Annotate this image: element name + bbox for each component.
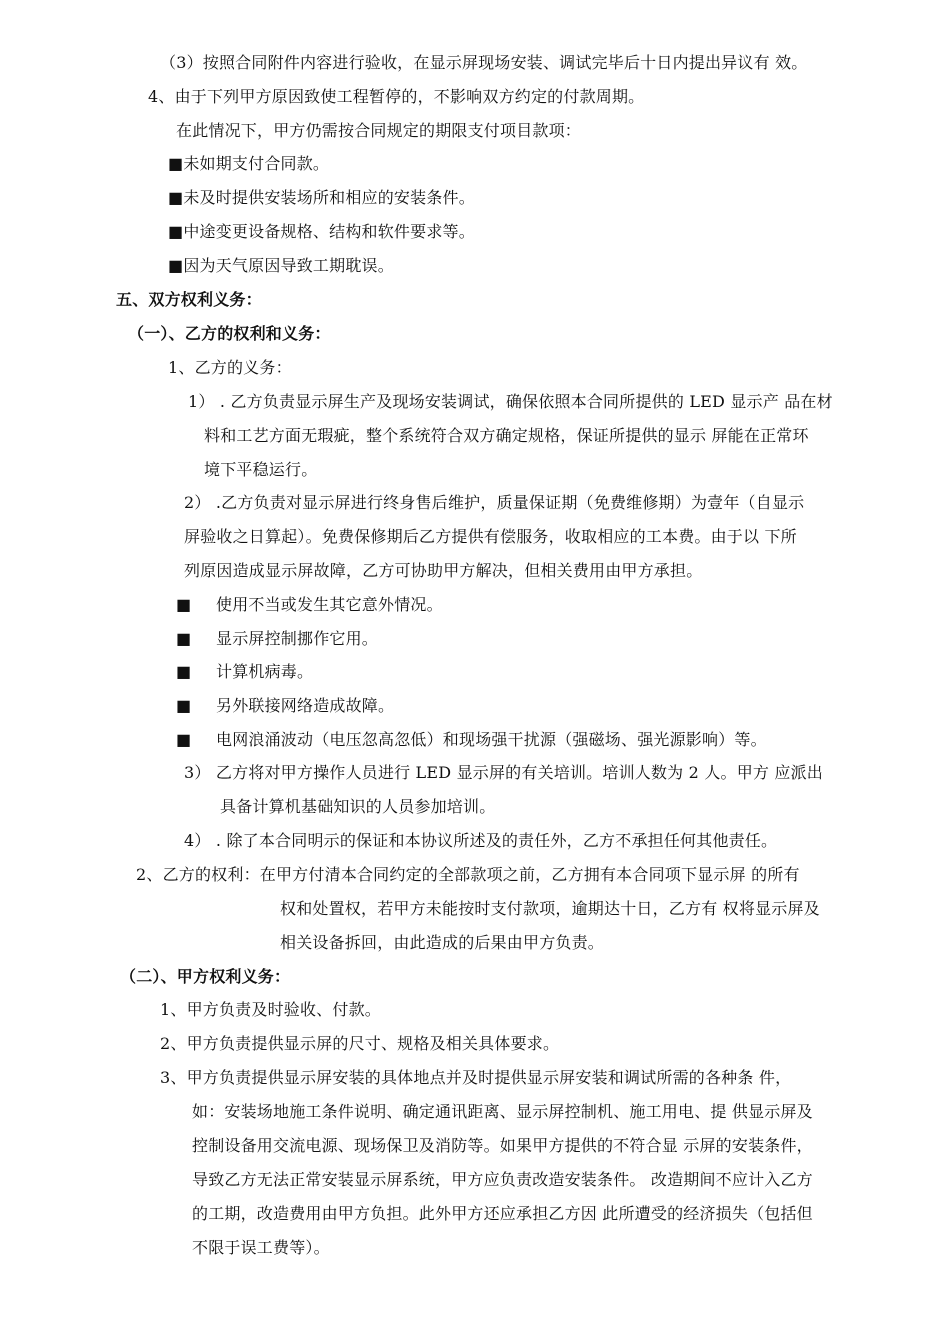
subsection-heading: （二）、甲方权利义务： — [120, 967, 291, 986]
text-line: ■未及时提供安装场所和相应的安装条件。 — [168, 188, 475, 207]
text-line: ■因为天气原因导致工期耽误。 — [168, 256, 394, 275]
bullet-mark: ■ — [176, 629, 192, 648]
text-line: 具备计算机基础知识的人员参加培训。 — [220, 797, 496, 816]
bullet-item: 使用不当或发生其它意外情况。 — [216, 595, 443, 614]
text-line: 料和工艺方面无瑕疵，整个系统符合双方确定规格，保证所提供的显示 屏能在正常环 — [204, 426, 809, 445]
bullet-item: 计算机病毒。 — [216, 662, 314, 681]
text-line: 2、甲方负责提供显示屏的尺寸、规格及相关具体要求。 — [160, 1034, 560, 1053]
text-line: 3） 乙方将对甲方操作人员进行 LED 显示屏的有关培训。培训人数为 2 人。甲方 应派出 — [184, 763, 824, 782]
bullet-mark: ■ — [176, 662, 192, 681]
text-line: 控制设备用交流电源、现场保卫及消防等。如果甲方提供的不符合显 示屏的安装条件， — [192, 1136, 813, 1155]
subsection-heading: （一）、乙方的权利和义务： — [128, 324, 331, 343]
bullet-item: 电网浪涌波动（电压忽高忽低）和现场强干扰源（强磁场、强光源影响）等。 — [216, 730, 767, 749]
text-line: 2） .乙方负责对显示屏进行终身售后维护，质量保证期（免费维修期）为壹年（自显示 — [184, 493, 805, 512]
text-line: 2、乙方的权利：在甲方付清本合同约定的全部款项之前，乙方拥有本合同项下显示屏 的所有 — [136, 865, 800, 884]
text-line: 导致乙方无法正常安装显示屏系统，甲方应负责改造安装条件。 改造期间不应计入乙方 — [192, 1170, 813, 1189]
bullet-mark: ■ — [176, 696, 192, 715]
text-line: 相关设备拆回，由此造成的后果由甲方负责。 — [280, 933, 605, 952]
text-line: 1、乙方的义务： — [168, 358, 292, 377]
bullet-mark: ■ — [176, 730, 192, 749]
text-line: 列原因造成显示屏故障，乙方可协助甲方解决，但相关费用由甲方承担。 — [184, 561, 703, 580]
section-heading: 五、双方权利义务： — [116, 290, 262, 309]
text-line: 的工期，改造费用由甲方负担。此外甲方还应承担乙方因 此所遭受的经济损失（包括但 — [192, 1204, 813, 1223]
bullet-item: 另外联接网络造成故障。 — [216, 696, 395, 715]
text-line: （3）按照合同附件内容进行验收，在显示屏现场安装、调试完毕后十日内提出异议有 效。 — [160, 53, 808, 72]
bullet-mark: ■ — [176, 595, 192, 614]
text-line: 3、甲方负责提供显示屏安装的具体地点并及时提供显示屏安装和调试所需的各种条 件， — [160, 1068, 792, 1087]
text-line: 如：安装场地施工条件说明、确定通讯距离、显示屏控制机、施工用电、提 供显示屏及 — [192, 1102, 813, 1121]
text-line: 在此情况下，甲方仍需按合同规定的期限支付项目款项： — [176, 121, 582, 140]
text-line: 1） . 乙方负责显示屏生产及现场安装调试，确保依照本合同所提供的 LED 显示产 品在材 — [188, 392, 833, 411]
text-line: 不限于误工费等）。 — [192, 1238, 330, 1257]
bullet-item: 显示屏控制挪作它用。 — [216, 629, 379, 648]
text-line: 屏验收之日算起）。免费保修期后乙方提供有偿服务，收取相应的工本费。由于以 下所 — [184, 527, 797, 546]
text-line: ■中途变更设备规格、结构和软件要求等。 — [168, 222, 475, 241]
text-line: 权和处置权，若甲方未能按时支付款项，逾期达十日，乙方有 权将显示屏及 — [280, 899, 820, 918]
text-line: 4、由于下列甲方原因致使工程暂停的，不影响双方约定的付款周期。 — [148, 87, 645, 106]
text-line: 4） . 除了本合同明示的保证和本协议所述及的责任外，乙方不承担任何其他责任。 — [184, 831, 778, 850]
text-line: 1、甲方负责及时验收、付款。 — [160, 1000, 381, 1019]
text-line: ■未如期支付合同款。 — [168, 154, 330, 173]
text-line: 境下平稳运行。 — [204, 460, 318, 479]
